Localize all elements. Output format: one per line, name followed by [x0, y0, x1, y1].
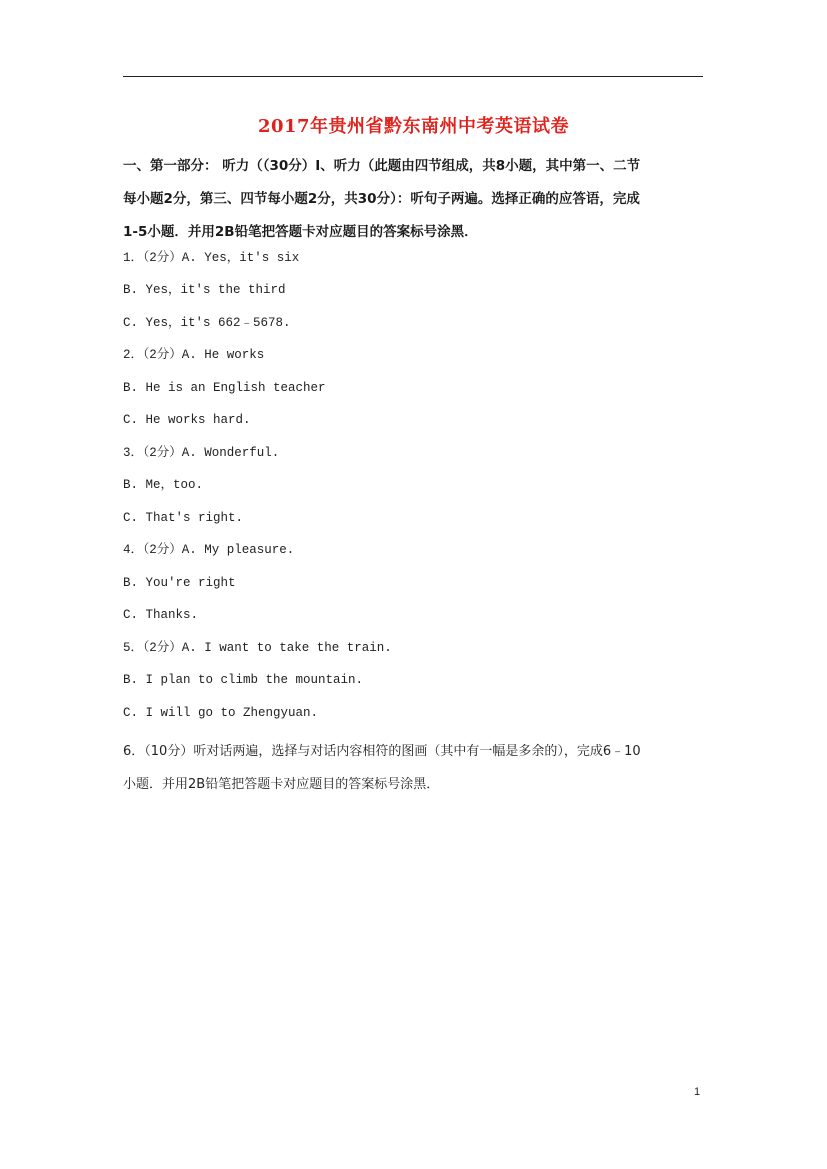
question-3-option-c: C. That's right.: [123, 511, 244, 525]
question-3-option-a: 3．（2分）A. Wonderful.: [123, 446, 280, 460]
header-rule: [123, 76, 703, 77]
question-6-line-2: 小题．并用2B铅笔把答题卡对应题目的答案标号涂黑．: [123, 777, 440, 792]
question-5-option-b: B. I plan to climb the mountain.: [123, 673, 364, 687]
section-line-1: 一、第一部分： 听力（（30分）I、听力（此题由四节组成，共8小题，其中第一、二节: [123, 158, 641, 174]
question-6-instructions: [123, 735, 703, 801]
question-6-line-1: 6．（10分）听对话两遍，选择与对话内容相符的图画（其中有一幅是多余的），完成6﹣10: [123, 744, 641, 759]
page-number: 1: [694, 1086, 701, 1098]
question-2-option-c: C. He works hard.: [123, 413, 251, 427]
question-5-option-a: 5．（2分）A. I want to take the train.: [123, 641, 392, 655]
section-line-3: 1-5小题．并用2B铅笔把答题卡对应题目的答案标号涂黑．: [123, 224, 478, 240]
question-1-option-a: 1．（2分）A. Yes，it's six: [123, 251, 300, 265]
question-2-option-b: B. He is an English teacher: [123, 381, 326, 395]
question-4-option-a: 4．（2分）A. My pleasure.: [123, 543, 295, 557]
question-4-option-c: C. Thanks.: [123, 608, 199, 622]
section-instructions: [123, 150, 703, 249]
section-line-2: 每小题2分，第三、四节每小题2分，共30分）：听句子两遍。选择正确的应答语，完成: [123, 191, 640, 207]
question-5-option-c: C. I will go to Zhengyuan.: [123, 706, 319, 720]
question-4-option-b: B. You're right: [123, 576, 236, 590]
question-3-option-b: B. Me，too.: [123, 478, 204, 492]
question-2-option-a: 2．（2分）A. He works: [123, 348, 265, 362]
question-1-option-c: C. Yes，it's 662﹣5678.: [123, 316, 291, 330]
page-title: 2017年贵州省黔东南州中考英语试卷: [257, 116, 570, 137]
question-1-option-b: B. Yes，it's the third: [123, 283, 286, 297]
